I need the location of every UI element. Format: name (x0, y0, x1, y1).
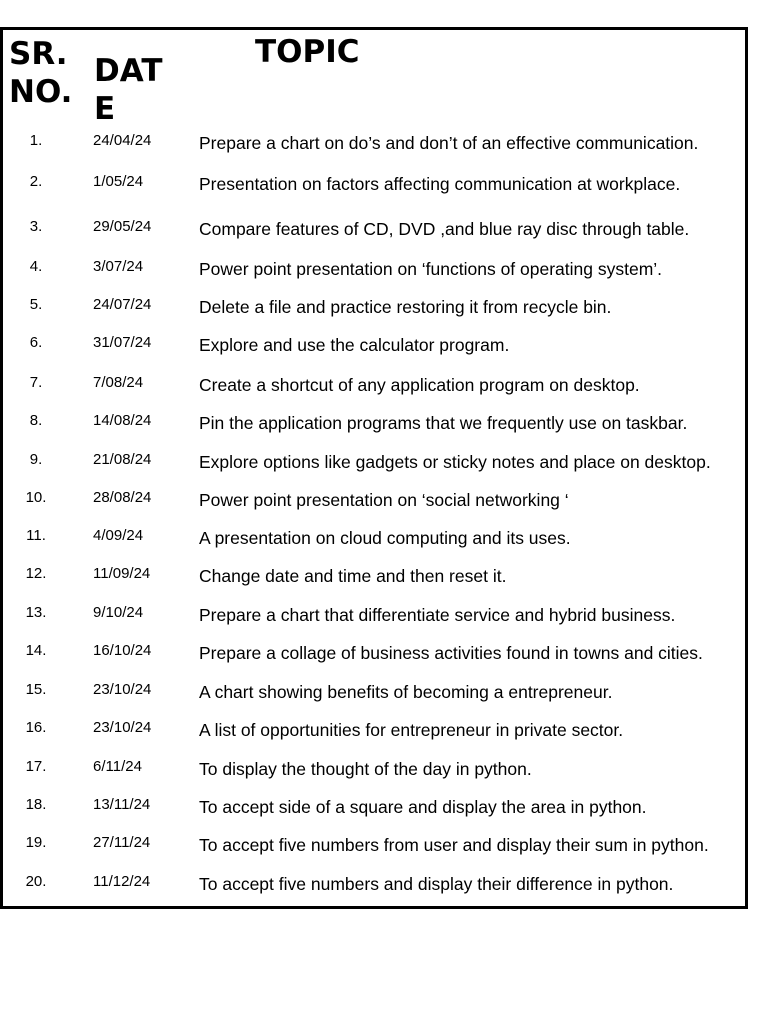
table-row (3, 758, 745, 788)
cell-sr-no: 1. (29, 132, 43, 149)
cell-sr-no: 18. (25, 796, 47, 813)
topic-table (0, 27, 748, 909)
table-row (3, 296, 745, 326)
cell-date: 11/09/24 (93, 565, 151, 582)
cell-sr-no: 17. (25, 758, 47, 775)
cell-date: 6/11/24 (93, 758, 142, 775)
cell-sr-no: 12. (25, 565, 47, 582)
cell-sr-no: 7. (29, 374, 43, 391)
cell-sr-no: 9. (29, 451, 43, 468)
cell-topic: Pin the application programs that we frequently use on taskbar. (199, 413, 688, 433)
cell-sr-no: 14. (25, 642, 47, 659)
cell-date: 7/08/24 (93, 374, 144, 391)
cell-sr-no: 16. (25, 719, 47, 736)
cell-sr-no: 4. (29, 258, 43, 275)
cell-date: 23/10/24 (93, 719, 152, 736)
table-row (3, 681, 745, 711)
table-row (3, 642, 745, 672)
table-row (3, 834, 745, 864)
cell-topic: To display the thought of the day in python. (199, 759, 532, 779)
table-row (3, 565, 745, 595)
cell-topic: Change date and time and then reset it. (199, 566, 507, 586)
cell-topic: Create a shortcut of any application program on desktop. (199, 375, 640, 395)
table-row (3, 334, 745, 364)
cell-topic: Prepare a collage of business activities found in towns and cities. (199, 643, 703, 663)
cell-sr-no: 6. (29, 334, 43, 351)
cell-topic: Delete a file and practice restoring it from recycle bin. (199, 297, 612, 317)
cell-sr-no: 2. (29, 173, 43, 190)
header-date: DATE (94, 53, 163, 127)
cell-sr-no: 3. (29, 218, 43, 235)
cell-date: 14/08/24 (93, 412, 152, 429)
cell-date: 3/07/24 (93, 258, 144, 275)
cell-date: 27/11/24 (93, 834, 151, 851)
cell-topic: A list of opportunities for entrepreneur in private sector. (199, 720, 624, 740)
cell-topic: A presentation on cloud computing and its uses. (199, 528, 571, 548)
cell-date: 29/05/24 (93, 218, 152, 235)
cell-topic: Power point presentation on ‘functions of operating system’. (199, 259, 663, 279)
cell-date: 31/07/24 (93, 334, 152, 351)
table-body (3, 30, 745, 906)
table-row (3, 604, 745, 634)
cell-topic: Explore and use the calculator program. (199, 335, 510, 355)
cell-date: 1/05/24 (93, 173, 144, 190)
cell-date: 24/04/24 (93, 132, 152, 149)
cell-topic: Explore options like gadgets or sticky notes and place on desktop. (199, 452, 711, 472)
table-row (3, 489, 745, 519)
cell-sr-no: 13. (25, 604, 47, 621)
cell-topic: A chart showing benefits of becoming a entrepreneur. (199, 682, 613, 702)
cell-sr-no: 20. (25, 873, 47, 890)
cell-topic: Prepare a chart on do’s and don’t of an effective communication. (199, 133, 699, 153)
cell-date: 13/11/24 (93, 796, 151, 813)
table-row (3, 173, 745, 203)
cell-topic: Power point presentation on ‘social networking ‘ (199, 490, 569, 510)
cell-topic: Presentation on factors affecting communication at workplace. (199, 174, 681, 194)
header-sr-no: SR. NO. (9, 36, 73, 110)
table-row (3, 451, 745, 481)
cell-topic: To accept five numbers from user and display their sum in python. (199, 835, 709, 855)
table-row (3, 218, 745, 248)
cell-sr-no: 8. (29, 412, 43, 429)
table-row (3, 719, 745, 749)
cell-sr-no: 5. (29, 296, 43, 313)
cell-date: 16/10/24 (93, 642, 152, 659)
cell-topic: To accept side of a square and display the area in python. (199, 797, 647, 817)
table-row (3, 527, 745, 557)
cell-topic: Compare features of CD, DVD ,and blue ray disc through table. (199, 219, 690, 239)
table-row (3, 412, 745, 442)
table-row (3, 374, 745, 404)
cell-sr-no: 19. (25, 834, 47, 851)
table-row (3, 796, 745, 826)
cell-date: 28/08/24 (93, 489, 152, 506)
cell-date: 9/10/24 (93, 604, 144, 621)
cell-topic: To accept five numbers and display their difference in python. (199, 874, 674, 894)
cell-sr-no: 15. (25, 681, 47, 698)
table-row (3, 132, 745, 162)
cell-date: 23/10/24 (93, 681, 152, 698)
cell-date: 4/09/24 (93, 527, 144, 544)
cell-date: 21/08/24 (93, 451, 152, 468)
cell-topic: Prepare a chart that differentiate service and hybrid business. (199, 605, 676, 625)
cell-date: 24/07/24 (93, 296, 152, 313)
cell-sr-no: 11. (26, 527, 46, 544)
table-row (3, 258, 745, 288)
header-topic: TOPIC (255, 34, 360, 70)
table-row (3, 873, 745, 903)
cell-sr-no: 10. (25, 489, 47, 506)
cell-date: 11/12/24 (93, 873, 151, 890)
